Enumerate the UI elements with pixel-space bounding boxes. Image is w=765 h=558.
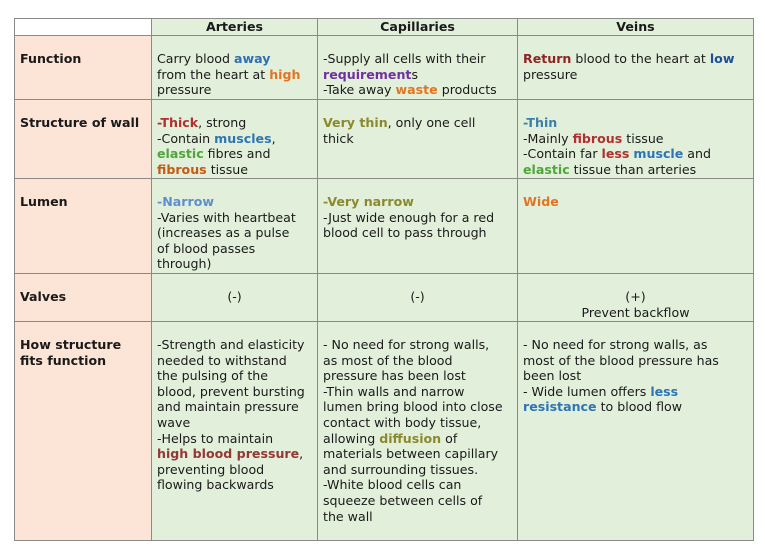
- column-header-arteries: Arteries: [152, 19, 318, 36]
- function-veins-cell: Return blood to the heart at low pressure: [518, 36, 754, 100]
- column-header-capillaries: Capillaries: [318, 19, 518, 36]
- fits-arteries-cell: -Strength and elasticity needed to withstand the pulsing of the blood, prevent bursting and maintain pressure wave -Helps to maintain high blood pressure, preventing blood flowing backwards: [152, 322, 318, 541]
- row-header-function: Function: [15, 36, 152, 100]
- row-header-valves: Valves: [15, 274, 152, 322]
- structure-capillaries-cell: Very thin, only one cell thick: [318, 100, 518, 179]
- function-arteries-cell: Carry blood away from the heart at high pressure: [152, 36, 318, 100]
- valves-veins-symbol: (+): [625, 289, 646, 304]
- comparison-table: [14, 18, 754, 541]
- row-header-how-structure-fits-function: How structure fits function: [15, 322, 152, 541]
- structure-veins-cell: -Thin -Mainly fibrous tissue -Contain far less muscle and elastic tissue than arteries: [518, 100, 754, 179]
- structure-arteries-cell: -Thick, strong -Contain muscles, elastic fibres and fibrous tissue: [152, 100, 318, 179]
- corner-cell: [15, 19, 152, 36]
- row-header-structure-of-wall: Structure of wall: [15, 100, 152, 179]
- fits-capillaries-cell: - No need for strong walls, as most of the blood pressure has been lost -Thin walls and narrow lumen bring blood into close contact with body tissue, allowing diffusion of materials between capillary and surrounding tissues. -White blood cells can squeeze between cells of the wall: [318, 322, 518, 541]
- column-header-veins: Veins: [518, 19, 754, 36]
- valves-veins-cell: [518, 274, 754, 322]
- function-capillaries-cell: -Supply all cells with their requirements -Take away waste products: [318, 36, 518, 100]
- valves-arteries-cell: (-): [152, 274, 318, 322]
- fits-veins-cell: - No need for strong walls, as most of the blood pressure has been lost - Wide lumen offers less resistance to blood flow: [518, 322, 754, 541]
- valves-capillaries-cell: (-): [318, 274, 518, 322]
- row-header-lumen: Lumen: [15, 179, 152, 274]
- lumen-capillaries-cell: -Very narrow -Just wide enough for a red blood cell to pass through: [318, 179, 518, 274]
- valves-veins-note: Prevent backflow: [581, 304, 690, 320]
- lumen-veins-cell: Wide: [518, 179, 754, 274]
- lumen-arteries-cell: -Narrow -Varies with heartbeat (increases as a pulse of blood passes through): [152, 179, 318, 274]
